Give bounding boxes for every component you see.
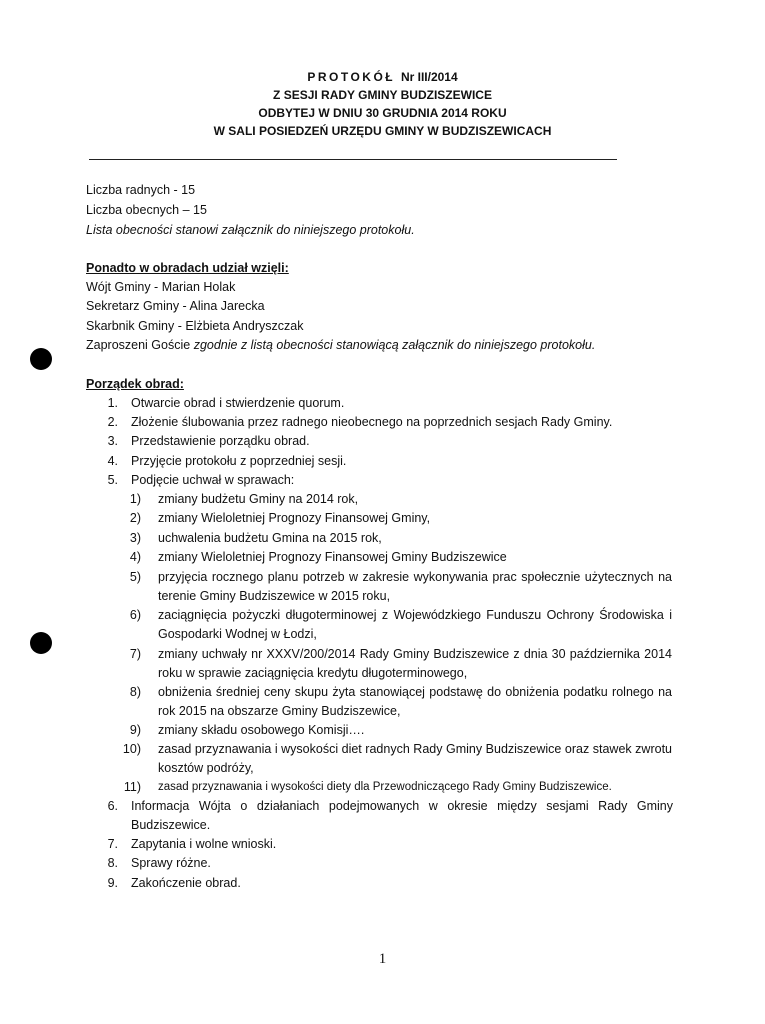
agenda-subitem-number: 1) [129,492,141,506]
agenda-subitem-number: 10) [122,742,141,756]
attendance-note: Lista obecności stanowi załącznik do niniejszego protokołu. [86,223,415,237]
agenda-heading: Porządek obrad: [86,377,184,391]
agenda-subitem-number: 11) [123,780,141,794]
title-block [0,68,765,140]
participant-skarbnik: Skarbnik Gminy - Elżbieta Andryszczak [86,319,304,333]
binder-hole-top [30,348,52,370]
agenda-subitem-text: zmiany Wieloletniej Prognozy Finansowej Gminy Budziszewice [158,550,507,564]
protocol-number: Nr III/2014 [400,70,458,84]
agenda-item-text: Informacja Wójta o działaniach podejmowanych w okresie między sesjami Rady Gminy Budziszewice. [131,799,673,832]
page-number: 1 [378,951,387,967]
agenda-subitem-text: zaciągnięcia pożyczki długoterminowej z Wojewódzkiego Funduszu Ochrony Środowiska i Gospodarki Wodnej w Łodzi, [158,608,672,641]
agenda-subitem-text: zasad przyznawania i wysokości diet radnych Rady Gminy Budziszewice oraz stawek zwrotu kosztów podróży, [158,742,672,775]
agenda-subitem-number: 4) [129,550,141,564]
agenda-item-text: Podjęcie uchwał w sprawach: [131,473,295,487]
agenda-subitem-number: 6) [129,608,141,622]
councillors-count: Liczba radnych - 15 [86,183,196,197]
agenda-subitem-text: zmiany Wieloletniej Prognozy Finansowej Gminy, [158,511,431,525]
guests-label: Zaproszeni Goście [86,338,194,352]
agenda-subitem-text: uchwalenia budżetu Gmina na 2015 rok, [158,531,382,545]
agenda-subitem-text: obniżenia średniej ceny skupu żyta stanowiącej podstawę do obniżenia podatku rolnego na rok 2015 na obszarze Gminy Budziszewice, [158,685,672,718]
agenda-item-text: Przyjęcie protokołu z poprzedniej sesji. [131,454,347,468]
agenda-item-text: Przedstawienie porządku obrad. [131,434,310,448]
agenda-subitem-text: zasad przyznawania i wysokości diety dla Przewodniczącego Rady Gminy Budziszewice. [158,781,612,793]
title-line-date: ODBYTEJ W DNIU 30 GRUDNIA 2014 ROKU [258,106,507,120]
agenda-item-number: 1. [107,396,118,410]
agenda-item-text: Zakończenie obrad. [131,876,241,890]
title-line-venue: W SALI POSIEDZEŃ URZĘDU GMINY W BUDZISZEWICACH [213,124,552,138]
title-divider [89,159,617,160]
agenda-subitem-text: zmiany budżetu Gminy na 2014 rok, [158,492,359,506]
agenda-subitem-text: zmiany uchwały nr XXXV/200/2014 Rady Gminy Budziszewice z dnia 30 października 2014 roku w sprawie zaciągnięcia kredytu długoterminowego, [158,647,672,680]
title-line-session: Z SESJI RADY GMINY BUDZISZEWICE [273,88,492,102]
present-count: Liczba obecnych – 15 [86,203,207,217]
agenda-item-text: Sprawy różne. [131,856,211,870]
agenda-subitem-number: 3) [129,531,141,545]
binder-hole-bottom [30,632,52,654]
agenda-subitem-text: zmiany składu osobowego Komisji…. [158,723,365,737]
agenda-subitem-number: 2) [129,511,141,525]
agenda-item-number: 5. [107,473,118,487]
agenda-item-number: 3. [107,434,118,448]
participant-guests [86,337,595,353]
participant-wojt: Wójt Gminy - Marian Holak [86,280,236,294]
participants-heading: Ponadto w obradach udział wzięli: [86,261,289,275]
agenda-item-text: Otwarcie obrad i stwierdzenie quorum. [131,396,345,410]
agenda-subitem-number: 9) [129,723,141,737]
agenda-item-number: 9. [107,876,118,890]
agenda-item-number: 8. [107,856,118,870]
agenda-item-text: Złożenie ślubowania przez radnego nieobecnego na poprzednich sesjach Rady Gminy. [131,415,613,429]
agenda-item-text: Zapytania i wolne wnioski. [131,837,277,851]
guests-note: zgodnie z listą obecności stanowiącą załącznik do niniejszego protokołu. [193,338,596,352]
agenda-subitem-number: 8) [129,685,141,699]
agenda-item-number: 4. [107,454,118,468]
protocol-title [0,68,765,86]
agenda-item-number: 7. [107,837,118,851]
agenda-subitem-number: 7) [129,647,141,661]
agenda-subitem-text: przyjęcia rocznego planu potrzeb w zakresie wykonywania prac społecznie użytecznych na terenie Gminy Budziszewice w 2015 roku, [158,570,672,603]
agenda-item-number: 6. [107,799,118,813]
participant-sekretarz: Sekretarz Gminy - Alina Jarecka [86,299,265,313]
protocol-title-word: PROTOKÓŁ [307,70,396,84]
agenda-item-number: 2. [107,415,118,429]
agenda-subitem-number: 5) [129,570,141,584]
